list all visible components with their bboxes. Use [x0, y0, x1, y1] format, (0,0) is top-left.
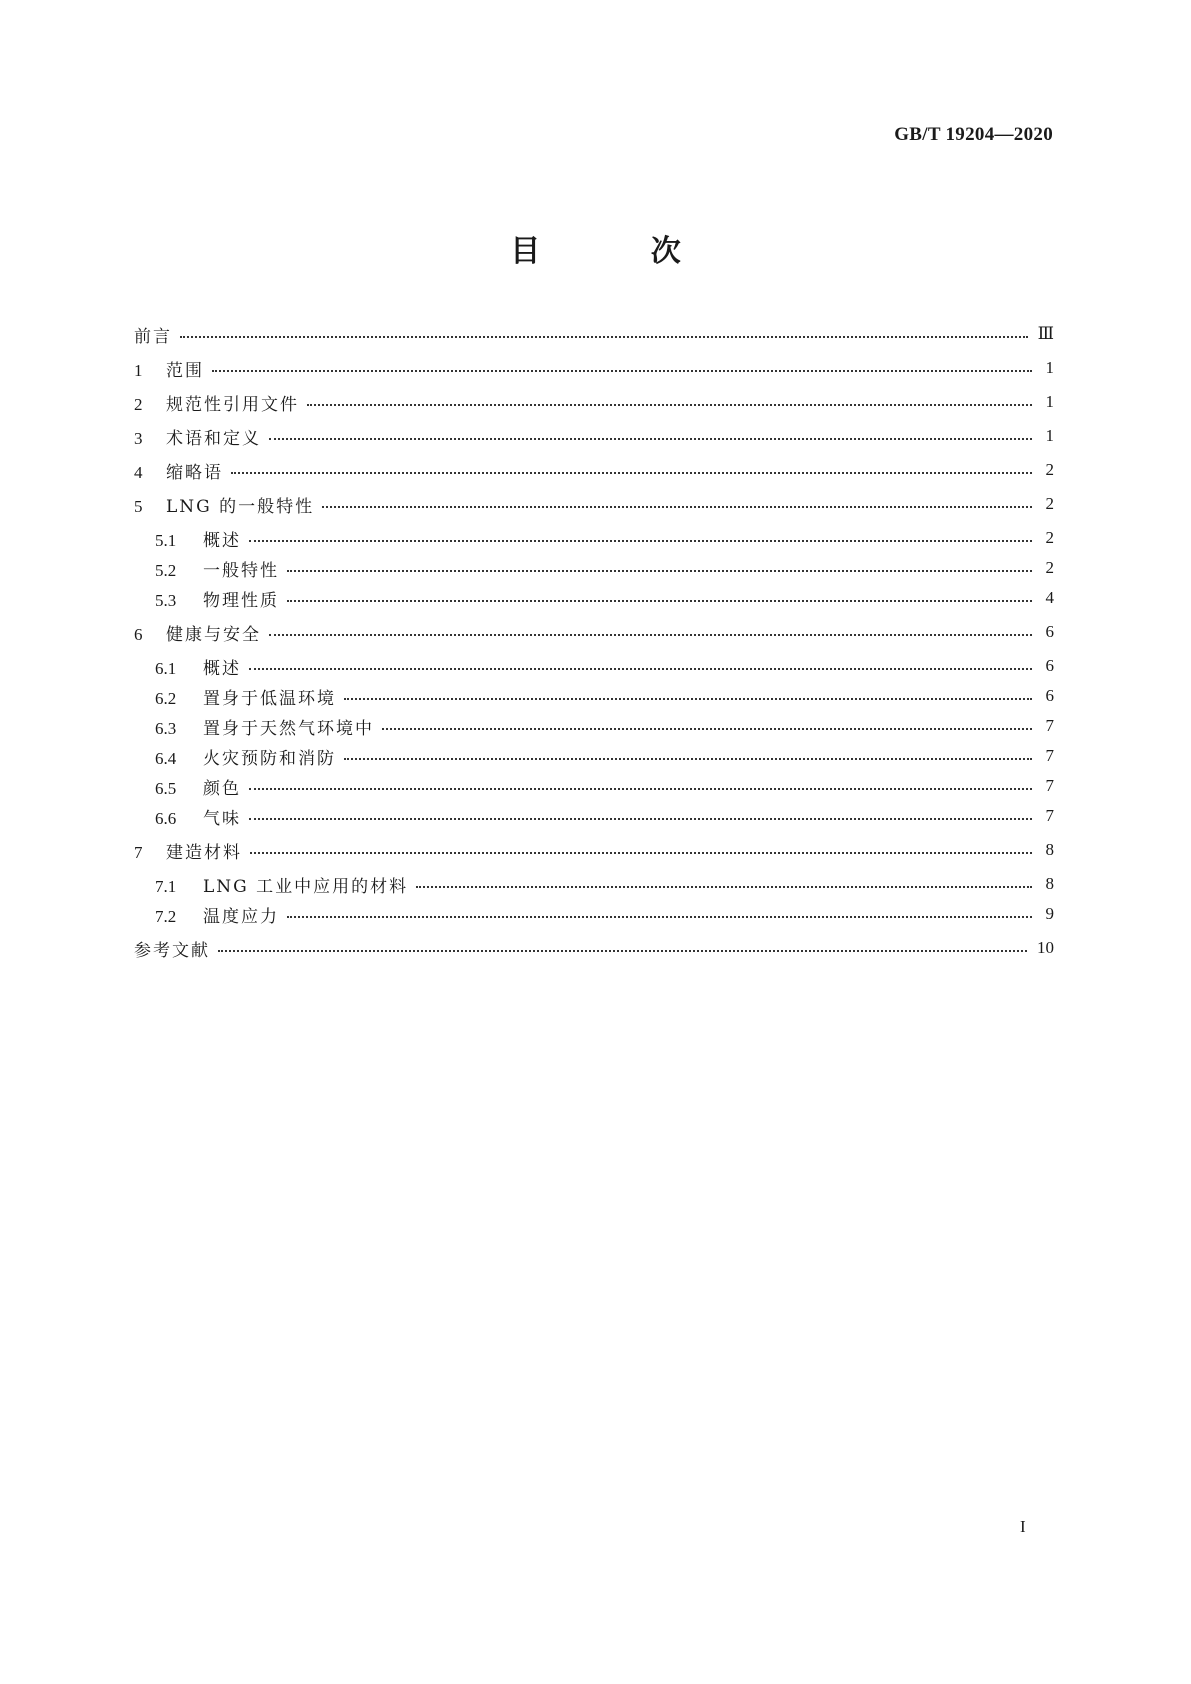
dot-leader — [382, 728, 1032, 730]
toc-entry-6-1[interactable] — [134, 654, 1054, 678]
dot-leader — [250, 852, 1032, 854]
toc-entry-6[interactable] — [134, 620, 1054, 644]
toc-entry-5-1[interactable] — [134, 526, 1054, 550]
toc-entry-5[interactable] — [134, 492, 1054, 516]
toc-entry-number: 6.2 — [155, 688, 177, 708]
toc-entry-number: 6 — [134, 624, 143, 644]
toc-entry-number: 7.2 — [155, 906, 177, 926]
dot-leader — [180, 336, 1028, 338]
toc-entry-number: 7 — [134, 842, 143, 862]
toc-entry-page: 6 — [1045, 686, 1054, 705]
toc-entry-label: 缩略语 — [166, 462, 223, 483]
toc-entry-number: 7.1 — [155, 876, 177, 896]
toc-entry-5-2[interactable] — [134, 556, 1054, 580]
dot-leader — [287, 570, 1032, 572]
toc-entry-number: 6.4 — [155, 748, 177, 768]
dot-leader — [249, 788, 1032, 790]
toc-entry-label: LNG 的一般特性 — [166, 496, 315, 517]
toc-entry-label: 物理性质 — [203, 590, 279, 611]
dot-leader — [322, 506, 1032, 508]
toc-entry-page: 4 — [1045, 588, 1054, 607]
toc-entry-6-5[interactable] — [134, 774, 1054, 798]
standard-code: GB/T 19204—2020 — [894, 124, 1053, 145]
toc-entry-label: 一般特性 — [203, 560, 279, 581]
toc-entry-page: 7 — [1045, 746, 1054, 765]
toc-entry-label: 概述 — [203, 658, 241, 679]
toc-entry-label: 气味 — [203, 808, 241, 829]
toc-entry-7-1[interactable] — [134, 872, 1054, 896]
toc-entry-number: 1 — [134, 360, 143, 380]
toc-entry-6-2[interactable] — [134, 684, 1054, 708]
toc-entry-label: 前言 — [134, 326, 172, 347]
toc-entry-number: 6.3 — [155, 718, 177, 738]
toc-entry-5-3[interactable] — [134, 586, 1054, 610]
dot-leader — [269, 438, 1032, 440]
toc-entry-label: LNG 工业中应用的材料 — [203, 876, 409, 897]
toc-entry-page: 2 — [1045, 528, 1054, 547]
toc-entry-bibliography[interactable] — [134, 936, 1054, 960]
toc-entry-page: 9 — [1045, 904, 1054, 923]
toc-entry-label: 参考文献 — [134, 940, 210, 961]
dot-leader — [231, 472, 1032, 474]
toc-entry-page: 7 — [1045, 806, 1054, 825]
toc-entry-label: 置身于低温环境 — [203, 688, 336, 709]
toc-entry-page: 8 — [1045, 874, 1054, 893]
dot-leader — [249, 540, 1032, 542]
toc-entry-label: 建造材料 — [166, 842, 242, 863]
dot-leader — [344, 758, 1032, 760]
toc-entry-page: 6 — [1045, 622, 1054, 641]
toc-entry-6-4[interactable] — [134, 744, 1054, 768]
toc-entry-page: 10 — [1037, 938, 1054, 957]
toc-entry-number: 4 — [134, 462, 143, 482]
toc-entry-page: 1 — [1045, 358, 1054, 377]
toc-entry-label: 术语和定义 — [166, 428, 261, 449]
toc-entry-label: 温度应力 — [203, 906, 279, 927]
toc-entry-7-2[interactable] — [134, 902, 1054, 926]
toc-entry-page: 7 — [1045, 776, 1054, 795]
page-number: I — [1020, 1517, 1026, 1536]
dot-leader — [344, 698, 1032, 700]
toc-entry-page: 7 — [1045, 716, 1054, 735]
toc-entry-foreword[interactable] — [134, 322, 1054, 346]
toc-entry-page: 2 — [1045, 494, 1054, 513]
dot-leader — [269, 634, 1032, 636]
toc-entry-label: 范围 — [166, 360, 204, 381]
toc-entry-page: 2 — [1045, 558, 1054, 577]
toc-entry-label: 颜色 — [203, 778, 241, 799]
dot-leader — [212, 370, 1032, 372]
toc-entry-number: 3 — [134, 428, 143, 448]
toc-entry-label: 健康与安全 — [166, 624, 261, 645]
toc-entry-page: 6 — [1045, 656, 1054, 675]
toc-entry-7[interactable] — [134, 838, 1054, 862]
toc-entry-6-6[interactable] — [134, 804, 1054, 828]
toc-entry-page: 1 — [1045, 392, 1054, 411]
toc-entry-number: 6.6 — [155, 808, 177, 828]
toc-entry-number: 5 — [134, 496, 143, 516]
toc-entry-label: 置身于天然气环境中 — [203, 718, 374, 739]
toc-entry-number: 6.5 — [155, 778, 177, 798]
toc-entry-number: 5.2 — [155, 560, 177, 580]
toc-title: 目 次 — [510, 234, 731, 269]
toc-entry-number: 2 — [134, 394, 143, 414]
toc-entry-page: 2 — [1045, 460, 1054, 479]
toc-entry-number: 5.3 — [155, 590, 177, 610]
dot-leader — [416, 886, 1032, 888]
dot-leader — [287, 600, 1032, 602]
toc-entry-page: Ⅲ — [1037, 324, 1054, 343]
toc-entry-label: 概述 — [203, 530, 241, 551]
dot-leader — [307, 404, 1032, 406]
dot-leader — [249, 668, 1032, 670]
toc-entry-number: 6.1 — [155, 658, 177, 678]
toc-entry-page: 8 — [1045, 840, 1054, 859]
toc-entry-6-3[interactable] — [134, 714, 1054, 738]
toc-entry-page: 1 — [1045, 426, 1054, 445]
toc-entry-4[interactable] — [134, 458, 1054, 482]
toc-entry-3[interactable] — [134, 424, 1054, 448]
toc-entry-label: 火灾预防和消防 — [203, 748, 336, 769]
toc-entry-2[interactable] — [134, 390, 1054, 414]
toc-entry-label: 规范性引用文件 — [166, 394, 299, 415]
toc-entry-1[interactable] — [134, 356, 1054, 380]
dot-leader — [218, 950, 1027, 952]
dot-leader — [249, 818, 1032, 820]
dot-leader — [287, 916, 1032, 918]
toc-entry-number: 5.1 — [155, 530, 177, 550]
